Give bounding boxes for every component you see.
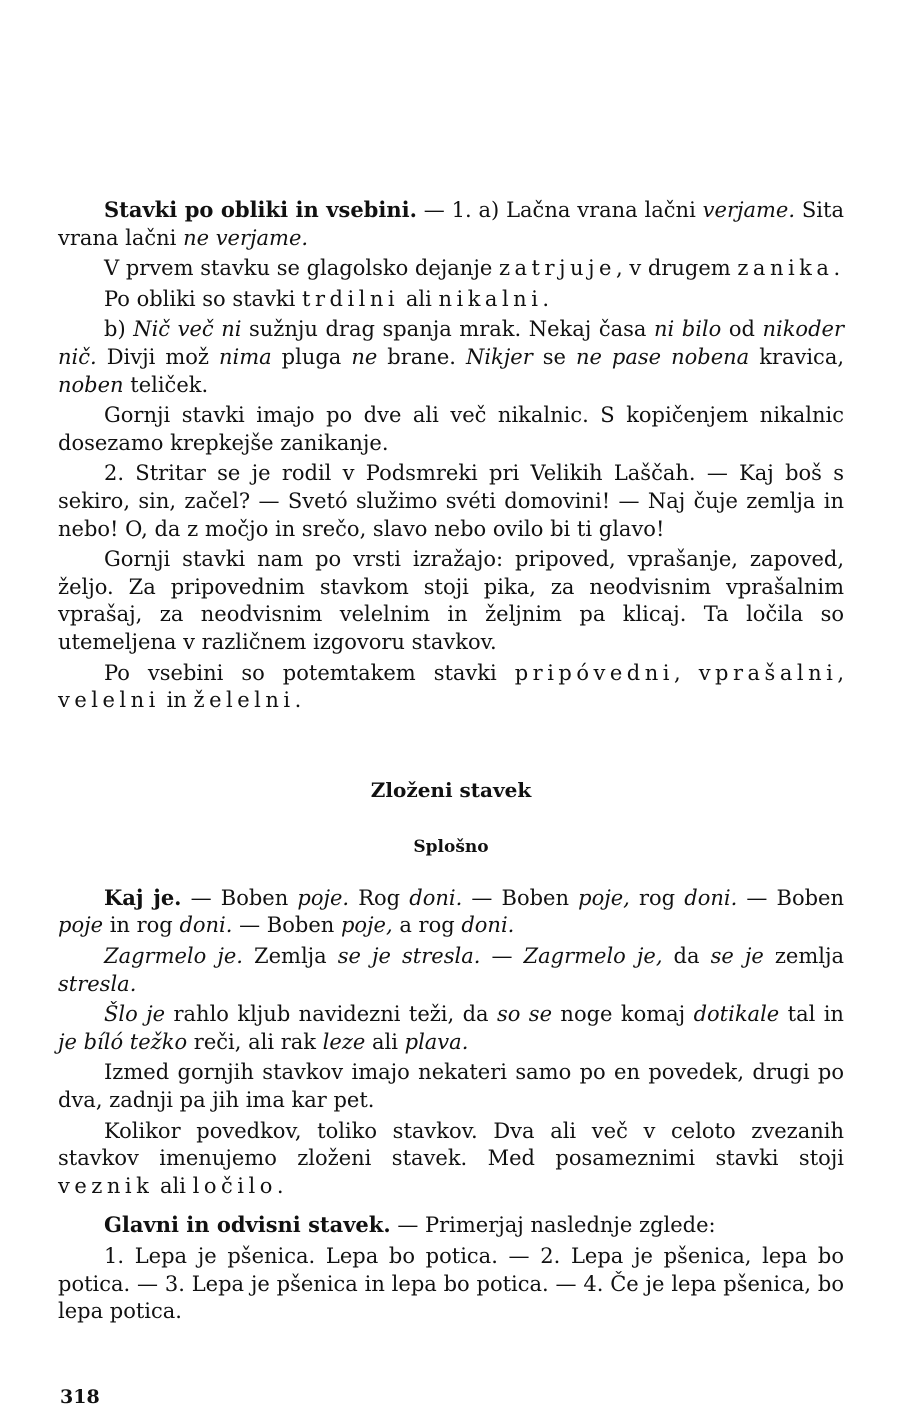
paragraph-forms: Stavki po obliki in vsebini. — 1. a) Lačna vrana lačni verjame. Sita vrana lačni ne verjame. <box>58 197 844 250</box>
section-heading: Stavki po obliki in vsebini. <box>104 197 417 222</box>
paragraph-sentence-types: 2. Stritar se je rodil v Podsmreki pri Velikih Laščah. — Kaj boš s sekiro, sin, začel? — Svetó služimo svéti domovini! — Naj čuje zemlja in nebo! O, da z močjo in srečo, slavo nebo ovilo bi ti glavo! <box>58 461 844 541</box>
paragraph: Gornji stavki imajo po dve ali več nikalnic. S kopičenjem nikalnic dosezamo krepkejše zanikanje. <box>58 403 844 455</box>
paragraph: Izmed gornjih stavkov imajo nekateri samo po en povedek, drugi po dva, zadnji pa jih ima kar pet. <box>58 1060 844 1113</box>
section-heading: Kaj je. <box>104 884 182 910</box>
paragraph-main-subordinate: Glavni in odvisni stavek. — Primerjaj naslednje zglede: <box>104 1212 716 1238</box>
paragraph: Kolikor povedkov, toliko stavkov. Dva ali več v celoto zvezanih stavkov imenujemo zloženi stavek. Med posameznimi stavki stoji veznik ali ločilo. <box>58 1118 844 1198</box>
paragraph-examples: 1. Lepa je pšenica. Lepa bo potica. — 2. Lepa je pšenica, lepa bo potica. — 3. Lepa je pšenica in lepa bo potica. — 4. Če je lepa pšenica, bo lepa potica. <box>58 1244 844 1324</box>
paragraph: V prvem stavku se glagolsko dejanje zatrjuje, v drugem zanika. <box>104 256 841 281</box>
paragraph: Gornji stavki nam po vrsti izražajo: pripoved, vprašanje, zapoved, željo. Za pripovednim stavkom stoji pika, za neodvisnim vprašalnim vprašaj, za neodvisnim velelnim in željnim pa klicaj. Ta ločila so utemeljena v različnem izgovoru stavkov. <box>58 547 844 654</box>
chapter-subtitle: Splošno <box>413 837 489 858</box>
paragraph-negation-examples: b) Nič več ni sužnju drag spanja mrak. Nekaj časa ni bilo od nikoder nič. Divji mož nima pluga ne brane. Nikjer se ne pase nobena kravica, noben teliček. <box>58 317 845 397</box>
paragraph: Šlo je rahlo kljub navidezni teži, da so se noge komaj dotikale tal in je bíló težko reči, ali rak leze ali plava. <box>58 1002 844 1054</box>
paragraph: Po obliki so stavki trdilni ali nikalni. <box>104 286 550 311</box>
page-number: 318 <box>60 1386 100 1408</box>
page-body <box>58 196 844 1329</box>
paragraph: Zagrmelo je. Zemlja se je stresla. — Zagrmelo je, da se je zemlja stresla. <box>58 944 844 996</box>
paragraph-kaj-je: Kaj je. — Boben poje. Rog doni. — Boben poje, rog doni. — Boben poje in rog doni. — Boben poje, a rog doni. <box>58 884 845 938</box>
paragraph: Po vsebini so potemtakem stavki pripóvedni, vprašalni, velelni in želelni. <box>58 660 844 713</box>
section-heading: Glavni in odvisni stavek. <box>104 1212 391 1238</box>
chapter-title: Zloženi stavek <box>370 777 532 802</box>
